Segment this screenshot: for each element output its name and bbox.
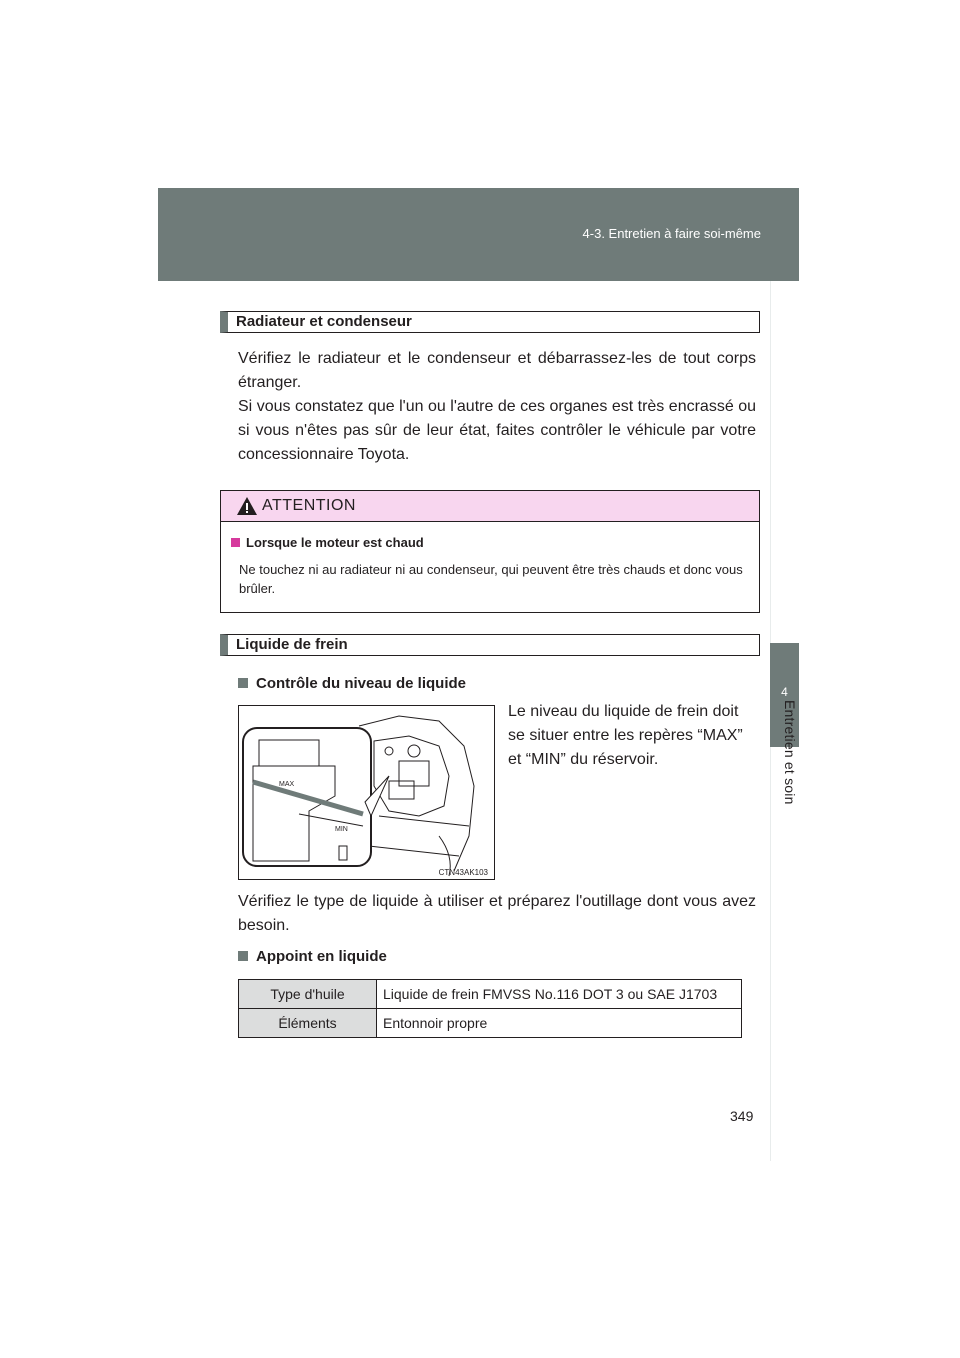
table-row [239,980,742,1009]
bullet-square-icon [238,951,248,961]
chapter-number: 4 [781,685,788,699]
attention-header [221,491,759,522]
bullet-square-icon [238,678,248,688]
brake-reservoir-illustration [238,705,495,880]
page-number: 349 [730,1108,754,1124]
table-key: Éléments [239,1009,377,1038]
page-header [158,188,799,281]
subheading-level-check: Contrôle du niveau de liquide [238,675,466,692]
max-mark-label: MAX [279,781,295,788]
table-value: Entonnoir propre [377,1009,742,1038]
attention-text: Ne touchez ni au radiateur ni au condenseur, qui peuvent être très chauds et donc vous brûler. [239,562,743,596]
radiator-body: Vérifiez le radiateur et le condenseur et débarrassez-les de tout corps étranger. Si vous constatez que l'un ou l'autre de ces organes est très encrassé ou si vous n'êtes pas sûr de leur état, faites contrôler le véhicule par votre concessionnaire Toyota. [238,350,756,463]
min-mark-label: MIN [335,826,348,833]
attention-title: ATTENTION [262,497,356,514]
table-value: Liquide de frein FMVSS No.116 DOT 3 ou SAE J1703 [377,980,742,1009]
chapter-label: Entretien et soin [782,700,798,805]
attention-box [220,490,760,613]
figure-caption-text: Le niveau du liquide de frein doit se situer entre les repères “MAX” et “MIN” du réservoir. [508,703,743,768]
engine-bay-drawing [239,706,494,879]
brake-fluid-para: Vérifiez le type de liquide à utiliser et préparez l'outillage dont vous avez besoin. [238,893,756,934]
subheading-refill: Appoint en liquide [238,948,387,965]
section-heading-radiator: Radiateur et condenseur [220,311,760,333]
attention-subtitle: Lorsque le moteur est chaud [231,535,424,550]
header-section-title: 4-3. Entretien à faire soi-même [582,226,761,241]
warning-icon [236,496,258,516]
section-heading-brake-fluid: Liquide de frein [220,634,760,656]
spec-table [238,979,742,1038]
bullet-square-icon [231,538,240,547]
table-key: Type d'huile [239,980,377,1009]
figure-code: CTN43AK103 [438,868,488,877]
table-row [239,1009,742,1038]
